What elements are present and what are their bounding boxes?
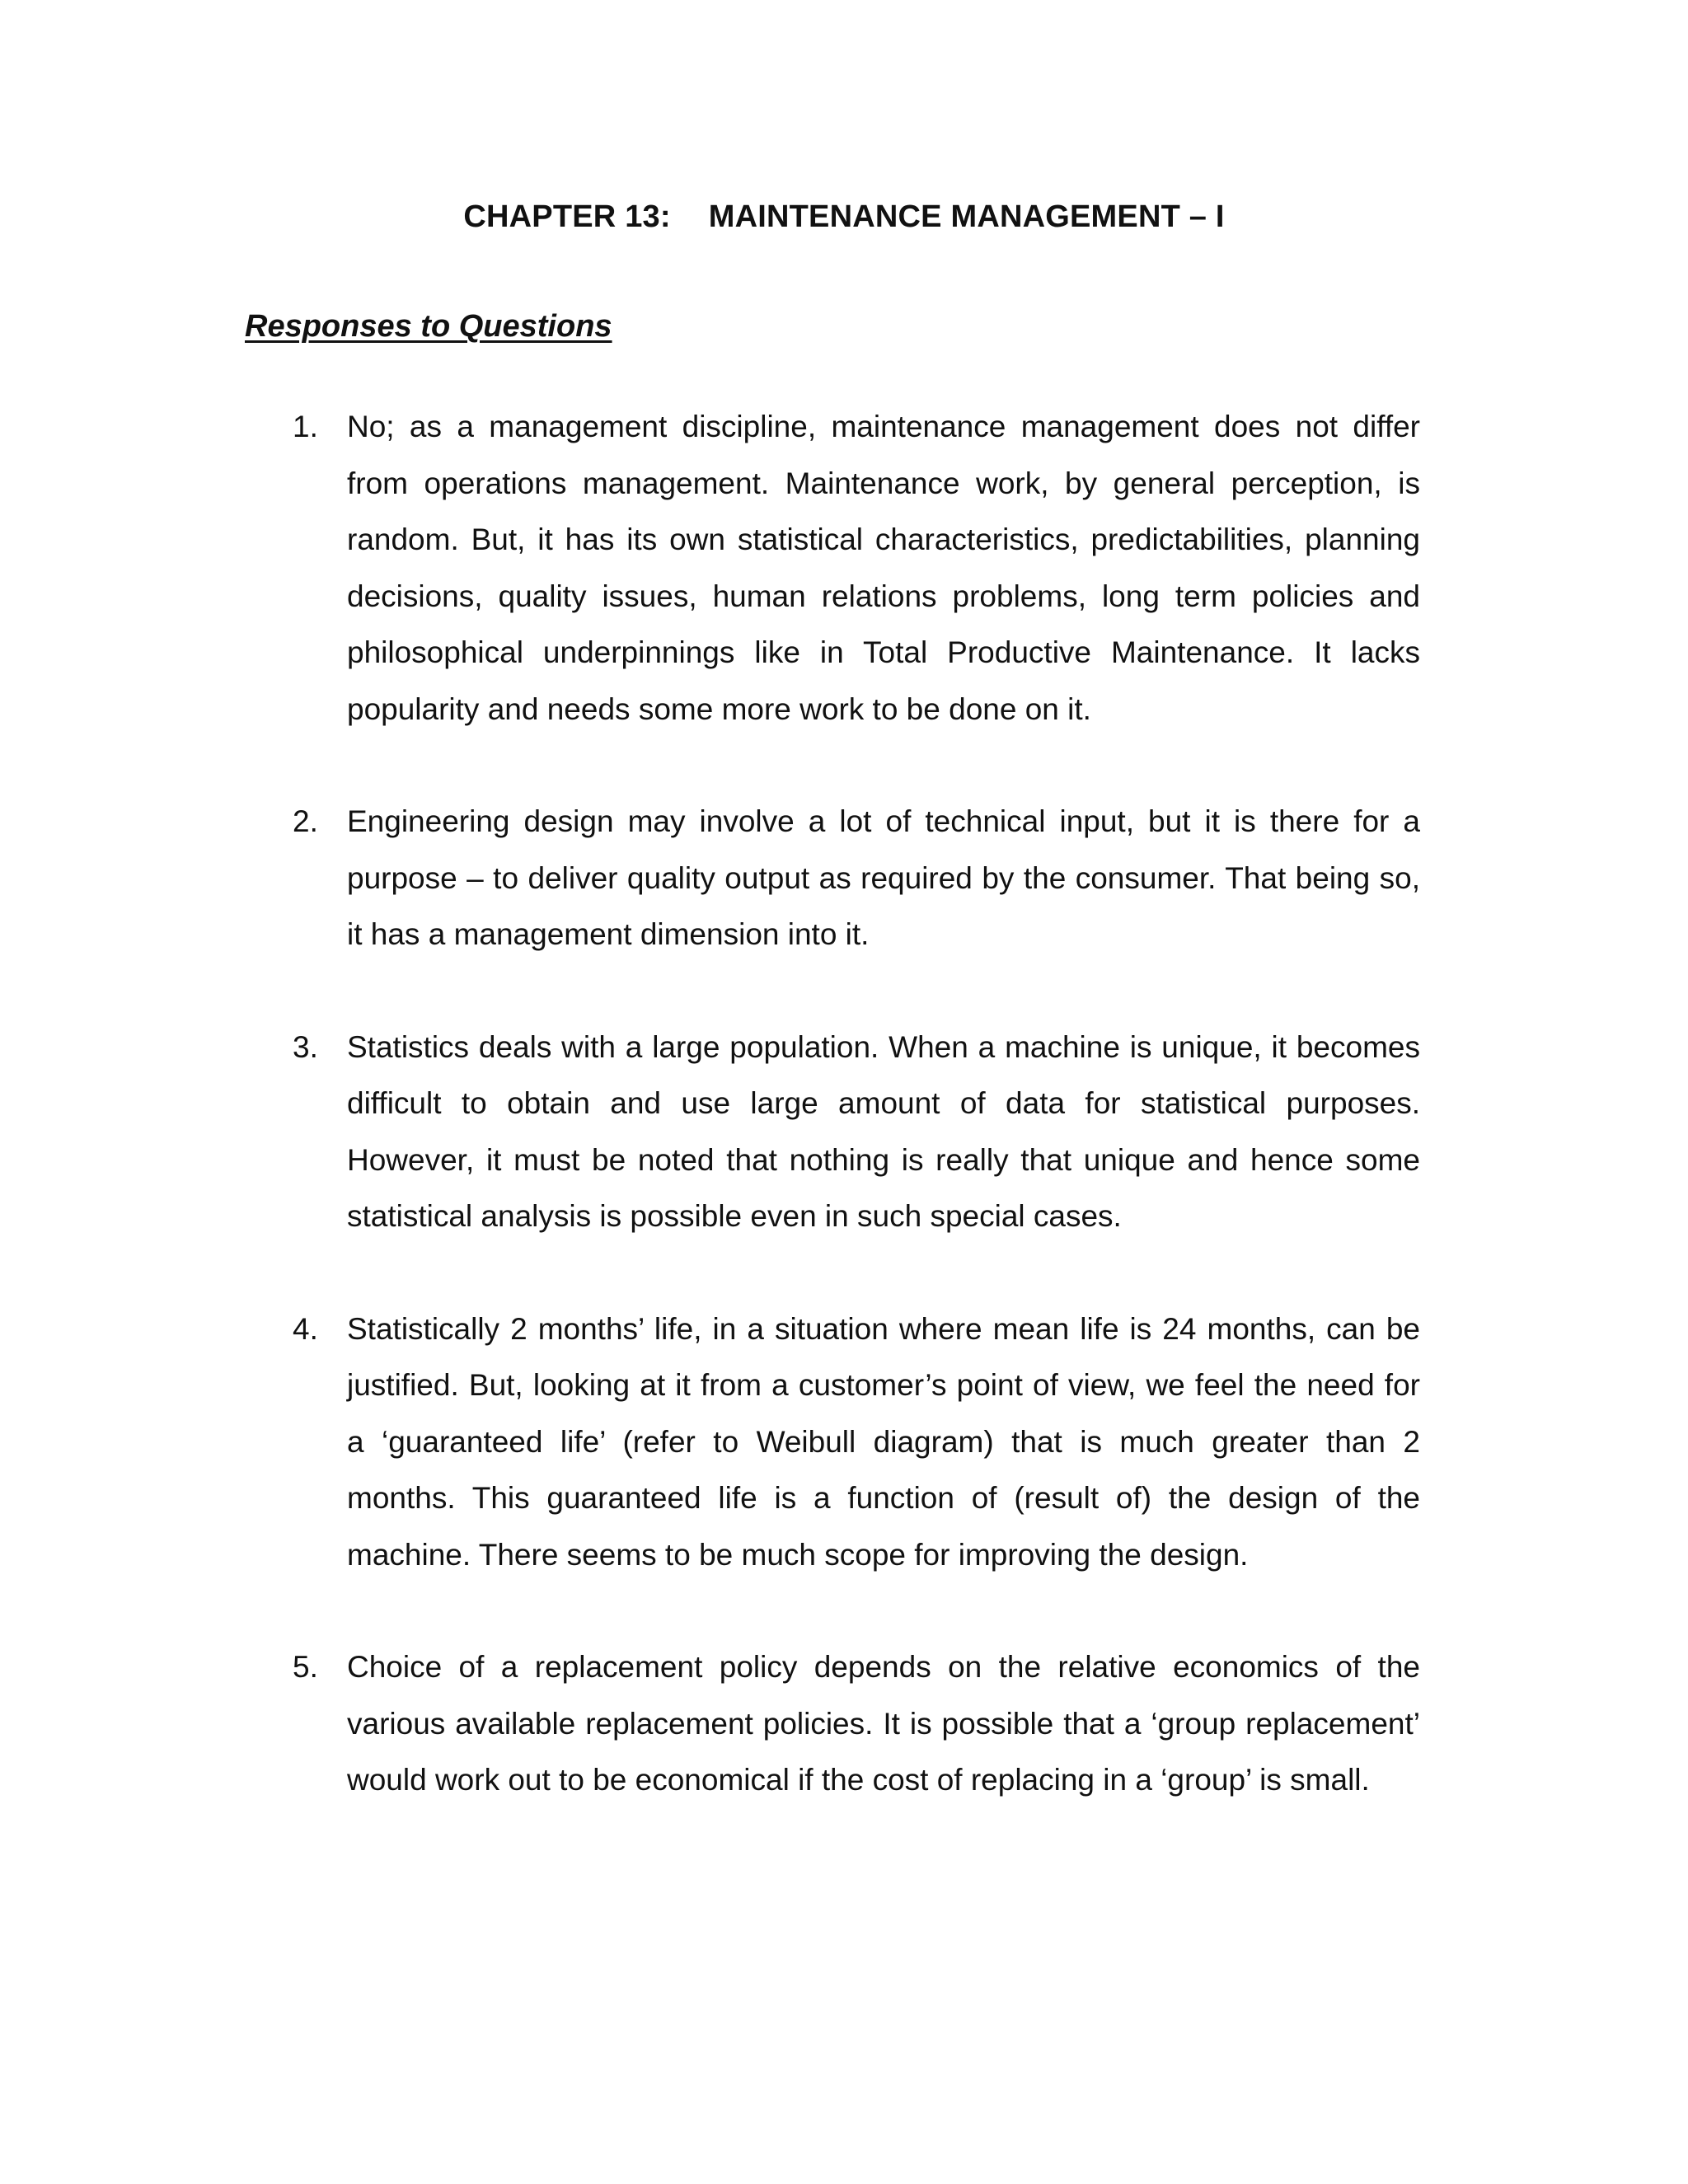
answer-number: 2.	[293, 804, 318, 838]
chapter-name: MAINTENANCE MANAGEMENT – I	[708, 199, 1225, 234]
answer-text: Statistics deals with a large population. When a machine is unique, it becomes difficult to obtain and use large amount of data for statistical purposes. However, it must be noted that nothing is really that unique and hence some statistical analysis is possible even in such special cases.	[347, 1029, 1420, 1233]
answer-item-2	[293, 794, 1420, 963]
section-heading: Responses to Questions	[245, 309, 612, 344]
chapter-title	[0, 196, 1688, 237]
answer-text: Statistically 2 months’ life, in a situation where mean life is 24 months, can be justified. But, looking at it from a customer’s point of view, we feel the need for a ‘guaranteed life’ (refer to Weibull diagram) that is much greater than 2 months. This guaranteed life is a function of (result of) the design of the machine. There seems to be much scope for improving the design.	[347, 1311, 1420, 1572]
answer-item-4	[293, 1301, 1420, 1584]
answer-item-3	[293, 1019, 1420, 1245]
answer-text: Choice of a replacement policy depends on the relative economics of the various available replacement policies. It is possible that a ‘group replacement’ would work out to be economical if the cost of replacing in a ‘group’ is small.	[347, 1650, 1420, 1797]
answer-number: 3.	[293, 1029, 318, 1064]
answer-number: 5.	[293, 1650, 318, 1684]
chapter-number: CHAPTER 13:	[463, 199, 671, 234]
answer-number: 1.	[293, 410, 318, 443]
answers-list	[293, 399, 1420, 1865]
answer-item-1	[293, 399, 1420, 738]
answer-item-5	[293, 1639, 1420, 1809]
answer-text: Engineering design may involve a lot of technical input, but it is there for a purpose – to deliver quality output as required by the consumer. That being so, it has a management dimension into it.	[347, 804, 1420, 951]
answer-text: No; as a management discipline, maintenance management does not differ from operations management. Maintenance work, by general perception, is random. But, it has its own statistical characteristics, predictabilities, planning decisions, quality issues, human relations problems, long term policies and philosophical underpinnings like in Total Productive Maintenance. It lacks popularity and needs some more work to be done on it.	[347, 410, 1420, 726]
answer-number: 4.	[293, 1311, 318, 1346]
